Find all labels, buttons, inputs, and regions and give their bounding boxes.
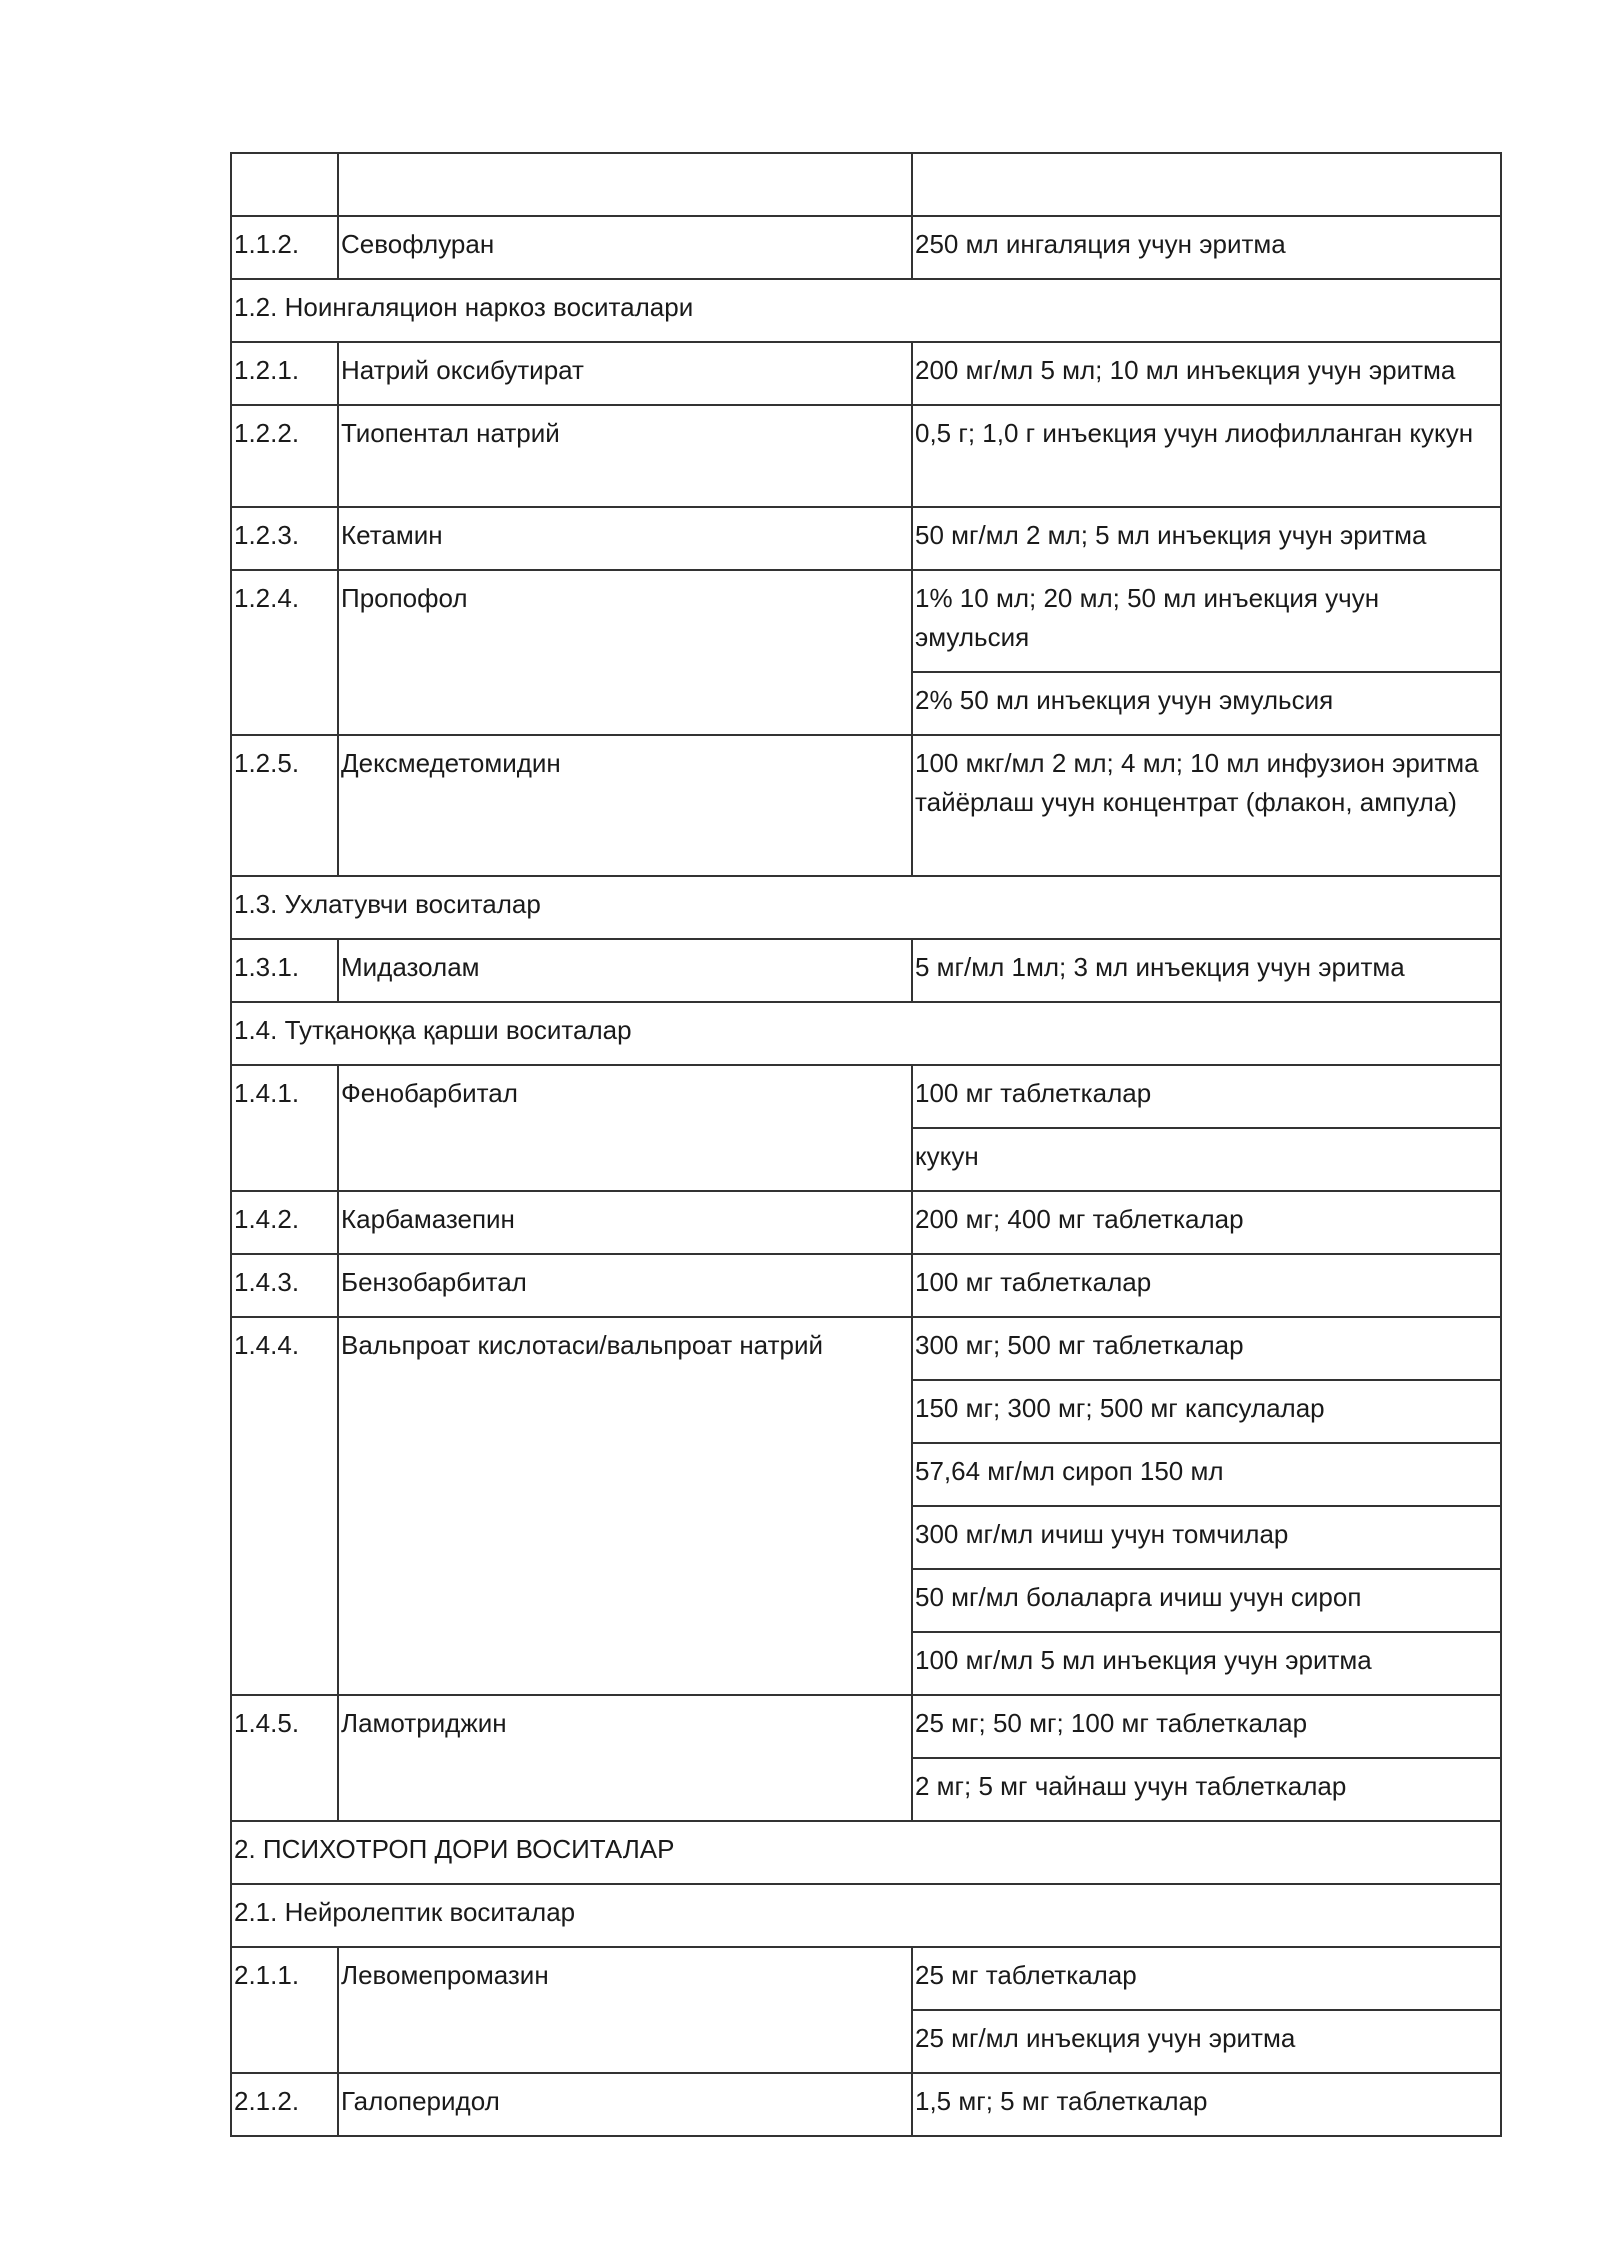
dosage-form: 100 мг таблеткалар <box>912 1065 1501 1128</box>
item-number: 2.1.2. <box>231 2073 338 2136</box>
medicine-name: Натрий оксибутират <box>338 342 912 405</box>
table-header-row <box>231 153 1501 216</box>
section-row <box>231 279 1501 342</box>
item-number: 1.1.2. <box>231 216 338 279</box>
dosage-form: 0,5 г; 1,0 г инъекция учун лиофилланган кукун <box>912 405 1501 507</box>
dosage-form: 25 мг; 50 мг; 100 мг таблеткалар <box>912 1695 1501 1758</box>
item-number: 1.2.3. <box>231 507 338 570</box>
medicine-name: Фенобарбитал <box>338 1065 912 1191</box>
dosage-form: 25 мг/мл инъекция учун эритма <box>912 2010 1501 2073</box>
medicine-name: Пропофол <box>338 570 912 735</box>
medicine-name: Галоперидол <box>338 2073 912 2136</box>
section-title: 1.3. Ухлатувчи воситалар <box>231 876 1501 939</box>
table-row <box>231 570 1501 672</box>
medicine-name: Левомепромазин <box>338 1947 912 2073</box>
table-row <box>231 1254 1501 1317</box>
section-row <box>231 1002 1501 1065</box>
table-row <box>231 1695 1501 1758</box>
table-row <box>231 342 1501 405</box>
item-number: 1.2.4. <box>231 570 338 735</box>
medicines-table <box>230 152 1502 2137</box>
dosage-form: 5 мг/мл 1мл; 3 мл инъекция учун эритма <box>912 939 1501 1002</box>
item-number: 1.4.3. <box>231 1254 338 1317</box>
dosage-form: 50 мг/мл 2 мл; 5 мл инъекция учун эритма <box>912 507 1501 570</box>
medicine-name: Ламотриджин <box>338 1695 912 1821</box>
dosage-form: 1% 10 мл; 20 мл; 50 мл инъекция учун эмульсия <box>912 570 1501 672</box>
dosage-form: 2% 50 мл инъекция учун эмульсия <box>912 672 1501 735</box>
medicine-name: Тиопентал натрий <box>338 405 912 507</box>
section-title: 2.1. Нейролептик воситалар <box>231 1884 1501 1947</box>
dosage-form: 57,64 мг/мл сироп 150 мл <box>912 1443 1501 1506</box>
item-number: 1.2.1. <box>231 342 338 405</box>
item-number: 1.4.4. <box>231 1317 338 1695</box>
section-title: 1.4. Тутқаноққа қарши воситалар <box>231 1002 1501 1065</box>
dosage-form: 25 мг таблеткалар <box>912 1947 1501 2010</box>
table-row <box>231 1191 1501 1254</box>
item-number: 1.4.1. <box>231 1065 338 1191</box>
item-number: 1.3.1. <box>231 939 338 1002</box>
medicine-name: Бензобарбитал <box>338 1254 912 1317</box>
medicine-name: Вальпроат кислотаси/вальпроат натрий <box>338 1317 912 1695</box>
medicine-name: Дексмедетомидин <box>338 735 912 876</box>
item-number: 1.2.5. <box>231 735 338 876</box>
table-row <box>231 405 1501 507</box>
table-row <box>231 735 1501 876</box>
section-title: 1.2. Ноингаляцион наркоз воситалари <box>231 279 1501 342</box>
item-number: 1.2.2. <box>231 405 338 507</box>
dosage-form: 1,5 мг; 5 мг таблеткалар <box>912 2073 1501 2136</box>
table-row <box>231 1065 1501 1128</box>
medicine-name: Кетамин <box>338 507 912 570</box>
medicine-name: Мидазолам <box>338 939 912 1002</box>
empty-cell <box>231 153 338 216</box>
empty-cell <box>338 153 912 216</box>
dosage-form: 100 мг/мл 5 мл инъекция учун эритма <box>912 1632 1501 1695</box>
table-row <box>231 1317 1501 1380</box>
dosage-form: 250 мл ингаляция учун эритма <box>912 216 1501 279</box>
dosage-form: 300 мг/мл ичиш учун томчилар <box>912 1506 1501 1569</box>
section-row <box>231 876 1501 939</box>
dosage-form: 200 мг; 400 мг таблеткалар <box>912 1191 1501 1254</box>
table-row <box>231 216 1501 279</box>
section-title: 2. ПСИХОТРОП ДОРИ ВОСИТАЛАР <box>231 1821 1501 1884</box>
dosage-form: кукун <box>912 1128 1501 1191</box>
item-number: 1.4.5. <box>231 1695 338 1821</box>
item-number: 1.4.2. <box>231 1191 338 1254</box>
dosage-form: 2 мг; 5 мг чайнаш учун таблеткалар <box>912 1758 1501 1821</box>
dosage-form: 100 мкг/мл 2 мл; 4 мл; 10 мл инфузион эритма тайёрлаш учун концентрат (флакон, ампула) <box>912 735 1501 876</box>
table-row <box>231 2073 1501 2136</box>
table-row <box>231 507 1501 570</box>
dosage-form: 100 мг таблеткалар <box>912 1254 1501 1317</box>
item-number: 2.1.1. <box>231 1947 338 2073</box>
dosage-form: 150 мг; 300 мг; 500 мг капсулалар <box>912 1380 1501 1443</box>
empty-cell <box>912 153 1501 216</box>
table-row <box>231 939 1501 1002</box>
medicine-name: Севофлуран <box>338 216 912 279</box>
dosage-form: 300 мг; 500 мг таблеткалар <box>912 1317 1501 1380</box>
medicines-table-body <box>231 153 1501 2136</box>
dosage-form: 50 мг/мл болаларга ичиш учун сироп <box>912 1569 1501 1632</box>
table-row <box>231 1947 1501 2010</box>
section-row <box>231 1884 1501 1947</box>
medicine-name: Карбамазепин <box>338 1191 912 1254</box>
dosage-form: 200 мг/мл 5 мл; 10 мл инъекция учун эритма <box>912 342 1501 405</box>
section-row <box>231 1821 1501 1884</box>
